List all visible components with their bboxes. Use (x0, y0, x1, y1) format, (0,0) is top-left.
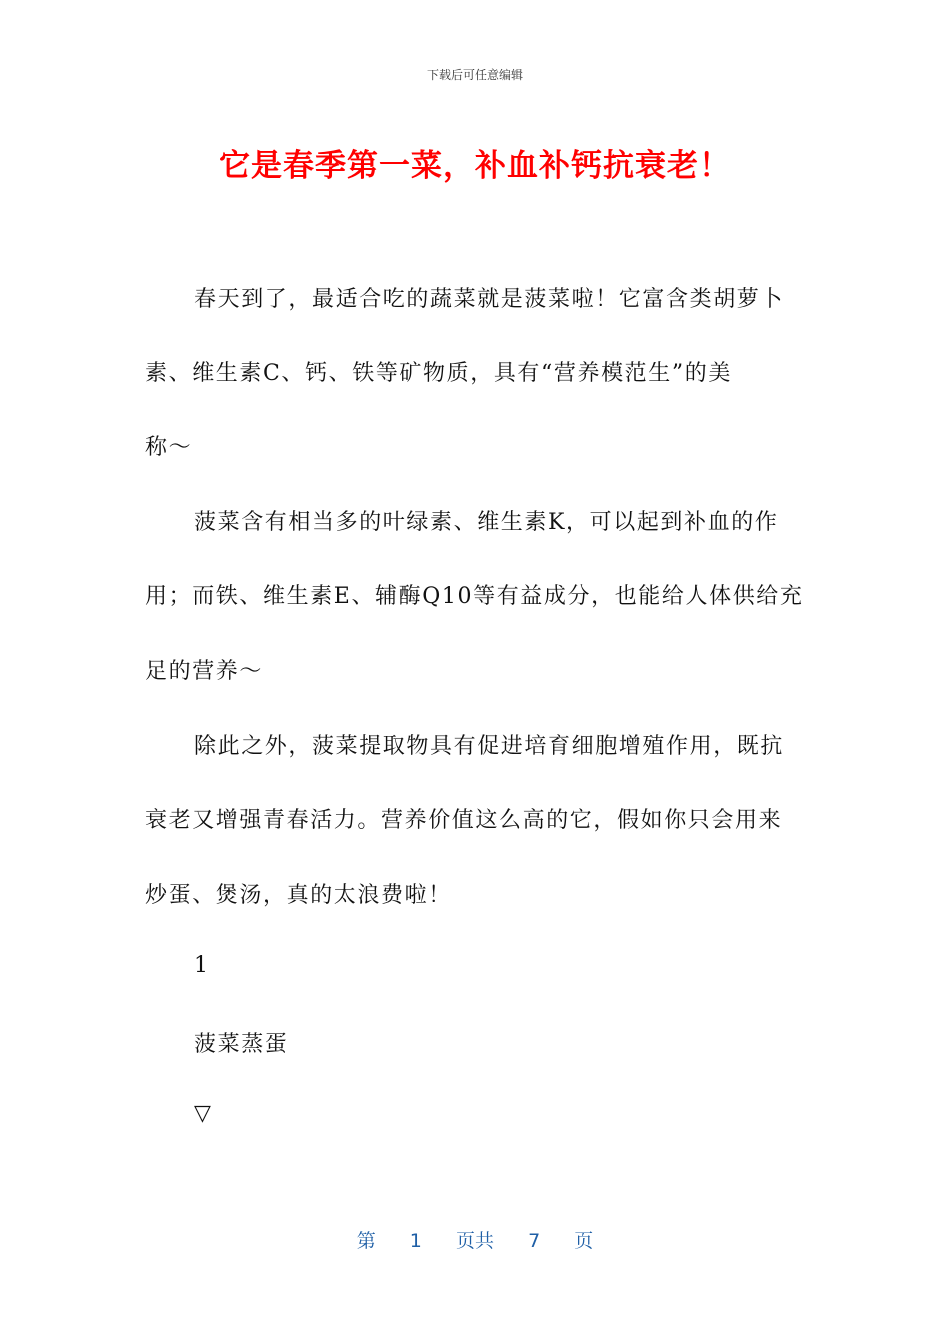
header-note: 下载后可任意编辑 (426, 68, 523, 82)
down-triangle-icon: ▽ (194, 1101, 213, 1126)
paragraph-2-line-2: 用；而铁、维生素E、辅酶Q10等有益成分，也能给人体供给充 (145, 584, 804, 609)
paragraph-3-line-2: 衰老又增强青春活力。营养价值这么高的它，假如你只会用来 (145, 808, 783, 833)
footer-page-number: 1 (409, 1230, 422, 1252)
paragraph-1-line-1: 春天到了，最适合吃的蔬菜就是菠菜啦！它富含类胡萝卜 (194, 287, 785, 312)
article-title: 它是春季第一菜，补血补钙抗衰老！ (219, 148, 731, 184)
section-heading: 菠菜蒸蛋 (194, 1032, 289, 1057)
section-number: 1 (194, 953, 210, 978)
footer-total-pages: 7 (528, 1230, 541, 1252)
paragraph-1-line-3: 称～ (145, 435, 193, 460)
paragraph-2-line-1: 菠菜含有相当多的叶绿素、维生素K，可以起到补血的作 (194, 510, 779, 535)
paragraph-1-line-2: 素、维生素C、钙、铁等矿物质，具有“营养模范生”的美 (145, 361, 732, 386)
page-footer (0, 1226, 950, 1253)
paragraph-3-line-3: 炒蛋、煲汤，真的太浪费啦！ (145, 883, 452, 908)
footer-mid: 页共 (455, 1230, 494, 1252)
footer-suffix: 页 (574, 1230, 594, 1252)
paragraph-2-line-3: 足的营养～ (145, 659, 264, 684)
paragraph-3-line-1: 除此之外，菠菜提取物具有促进培育细胞增殖作用，既抗 (194, 734, 785, 759)
footer-prefix: 第 (356, 1230, 376, 1252)
